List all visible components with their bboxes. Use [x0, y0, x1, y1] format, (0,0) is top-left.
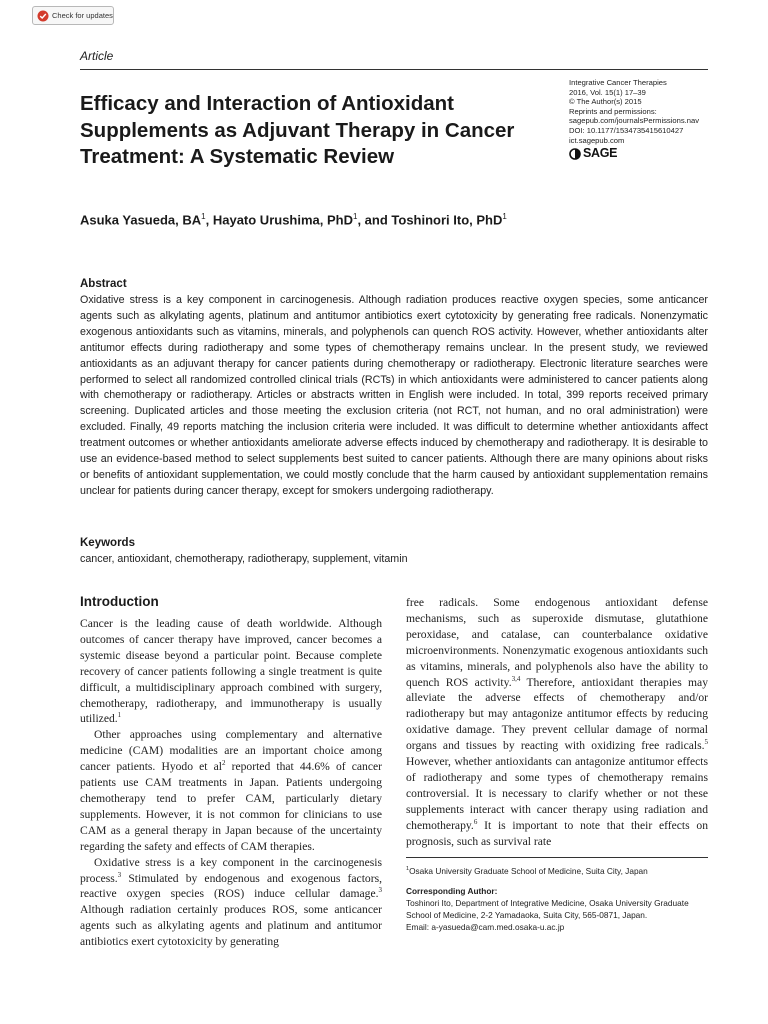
sage-logo-icon — [569, 148, 581, 160]
sage-logo — [569, 148, 719, 160]
author-name: Hayato Urushima, PhD — [212, 212, 353, 228]
author-separator: , and — [357, 212, 392, 228]
author-list — [80, 212, 507, 227]
citation-ref[interactable]: 3 — [117, 870, 122, 879]
article-type-label: Article — [80, 49, 114, 63]
author-name: Toshinori Ito, PhD — [391, 212, 503, 228]
keywords-text: cancer, antioxidant, chemotherapy, radiotherapy, supplement, vitamin — [80, 553, 408, 565]
journal-name: Integrative Cancer Therapies — [569, 78, 667, 87]
abstract-text: Oxidative stress is a key component in carcinogenesis. Although radiation produces reactive oxygen species, some anticancer agents such as alkylating agents, platinum and antitumor antibiotics exert cytotoxicity by generating free radicals. Nonenzymatic exogenous antioxidants such as vitamins, minerals, and polyphenols can quench ROS activity. However, whether antioxidants alter antitumor effects during radiotherapy and some types of chemotherapy remains unclear. In the present study, we reviewed antioxidants as an adjuvant therapy for cancer patients during chemotherapy or radiotherapy. Electronic literature searches were performed to select all randomized controlled clinical trials (RCTs) in which antioxidants were administered to cancer patients along with chemotherapy or radiotherapy. Articles or abstracts written in English were included. In total, 399 reports received primary screening. Duplicated articles and those meeting the exclusion criteria (not RCT, not human, and no oral administration) were excluded. Finally, 49 reports matching the inclusion criteria were included. It was difficult to determine whether antioxidants affect treatment outcomes or whether antioxidants ameliorate adverse effects induced by chemotherapy and radiotherapy. It is desirable to use an evidence-based method to select supplements best suited to cancer patients. Although there are many opinions about risks or benefits of antioxidant supplementation, we could mostly conclude that the harm caused by antioxidant supplementation remains unclear for patients during cancer therapy, except for smokers undergoing radiotherapy. — [80, 294, 708, 497]
journal-site-link[interactable]: ict.sagepub.com — [569, 135, 625, 145]
citation-ref[interactable]: 3,4 — [511, 674, 521, 683]
citation-ref[interactable]: 2 — [222, 759, 226, 768]
abstract-heading: Abstract — [80, 278, 127, 290]
corresponding-author-heading: Corresponding Author: — [406, 885, 498, 896]
doi-link[interactable]: DOI: 10.1177/1534735415610427 — [569, 125, 684, 135]
corresponding-author-email[interactable]: Email: a-yasueda@cam.med.osaka-u.ac.jp — [406, 921, 565, 932]
check-for-updates-label: Check for updates — [52, 11, 113, 20]
citation-ref[interactable]: 3 — [378, 886, 382, 895]
introduction-heading: Introduction — [80, 594, 159, 609]
reprints-line: Reprints and permissions: — [569, 106, 657, 116]
sage-logo-text: SAGE — [583, 146, 618, 161]
affiliation-footnote: $^1$Osaka University Graduate School of Medicine, Suita City, Japan — [406, 865, 648, 876]
intro-paragraph-1: Cancer is the leading cause of death worldwide. Although outcomes of cancer therapy have improved, cancer becomes a systemic disease beyond a particular point. Because complete recovery of cancer patients following a single treatment is quite difficult, a multidisciplinary approach combined with surgery, chemotherapy, radiotherapy, and immunotherapy is usually utilized.$^1$ — [80, 617, 382, 726]
author-separator: , — [205, 212, 213, 228]
citation-ref[interactable]: 6 — [473, 817, 478, 826]
copyright-line: © The Author(s) 2015 — [569, 97, 642, 107]
body-column-right — [406, 595, 708, 850]
footnote-divider — [406, 857, 708, 858]
corresponding-author-address: Toshinori Ito, Department of Integrative Medicine, Osaka University Graduate School of Medicine, 2-2 Yamadaoka, Suita City, 565-0871, Japan. — [406, 897, 689, 920]
author-name: Asuka Yasueda, BA — [80, 212, 202, 228]
journal-volume: 2016, Vol. 15(1) 17–39 — [569, 87, 646, 97]
journal-info — [569, 78, 719, 160]
permissions-link[interactable]: sagepub.com/journalsPermissions.nav — [569, 116, 700, 126]
author-affiliation-mark: 1 — [201, 212, 206, 221]
author-affiliation-mark: 1 — [353, 212, 358, 221]
citation-ref[interactable]: 5 — [704, 738, 708, 747]
intro-paragraph-continued: free radicals. Some endogenous antioxidant defense mechanisms, such as superoxide dismutase, glutathione peroxidase, and catalase, can counterbalance oxidative microenvironments. Nonenzymatic exogenous antioxidants such as vitamins, minerals, and polyphenols also have the ability to quench ROS activity.$^{3,4}$ Therefore, antioxidant therapies may alleviate the adverse effects of chemotherapy and/or radiotherapy but may antagonize antitumor effects by reducing oxidative damage. They prevent cellular damage of normal organs and tissues by reacting with oxidizing free radicals.$^5$ However, whether antioxidants can antagonize antitumor effects of radiotherapy and some types of chemotherapy remains controversial. It is necessary to clarify whether or not these supplements interact with cancer therapy using radiation and chemotherapy.$^6$ It is important to note that their effects on prognosis, such as survival rate — [406, 596, 708, 848]
paper-title: Efficacy and Interaction of Antioxidant Supplements as Adjuvant Therapy in Cancer Treatment: A Systematic Review — [80, 92, 515, 168]
check-for-updates-badge[interactable] — [32, 6, 114, 25]
check-for-updates-icon — [37, 10, 49, 22]
keywords-heading: Keywords — [80, 537, 135, 549]
footnotes — [406, 863, 708, 933]
body-column-left — [80, 616, 382, 950]
header-divider — [80, 69, 708, 70]
author-affiliation-mark: 1 — [502, 212, 507, 221]
citation-ref[interactable]: 1 — [117, 711, 122, 720]
intro-paragraph-2: Other approaches using complementary and alternative medicine (CAM) modalities are an important choice among cancer patients. Hyodo et $al^2$ reported that 44.6% of cancer patients use CAM treatments in Japan. Patients undergoing chemotherapy tend to prefer CAM, particularly dietary supplements. However, it is not common for clinicians to use CAM as a general therapy in Japan because of the uncertainty regarding the safety and effects of CAM therapies. — [80, 728, 382, 853]
intro-paragraph-3: Oxidative stress is a key component in the carcinogenesis process.$^3$ Stimulated by endogenous and exogenous factors, reactive oxygen species (ROS) induce cellular damage.$^3$ Although radiation certainly produces ROS, some anticancer agents such as alkylating agents and platinum and antitumor antibiotics exert cytotoxicity by generating — [80, 855, 382, 949]
